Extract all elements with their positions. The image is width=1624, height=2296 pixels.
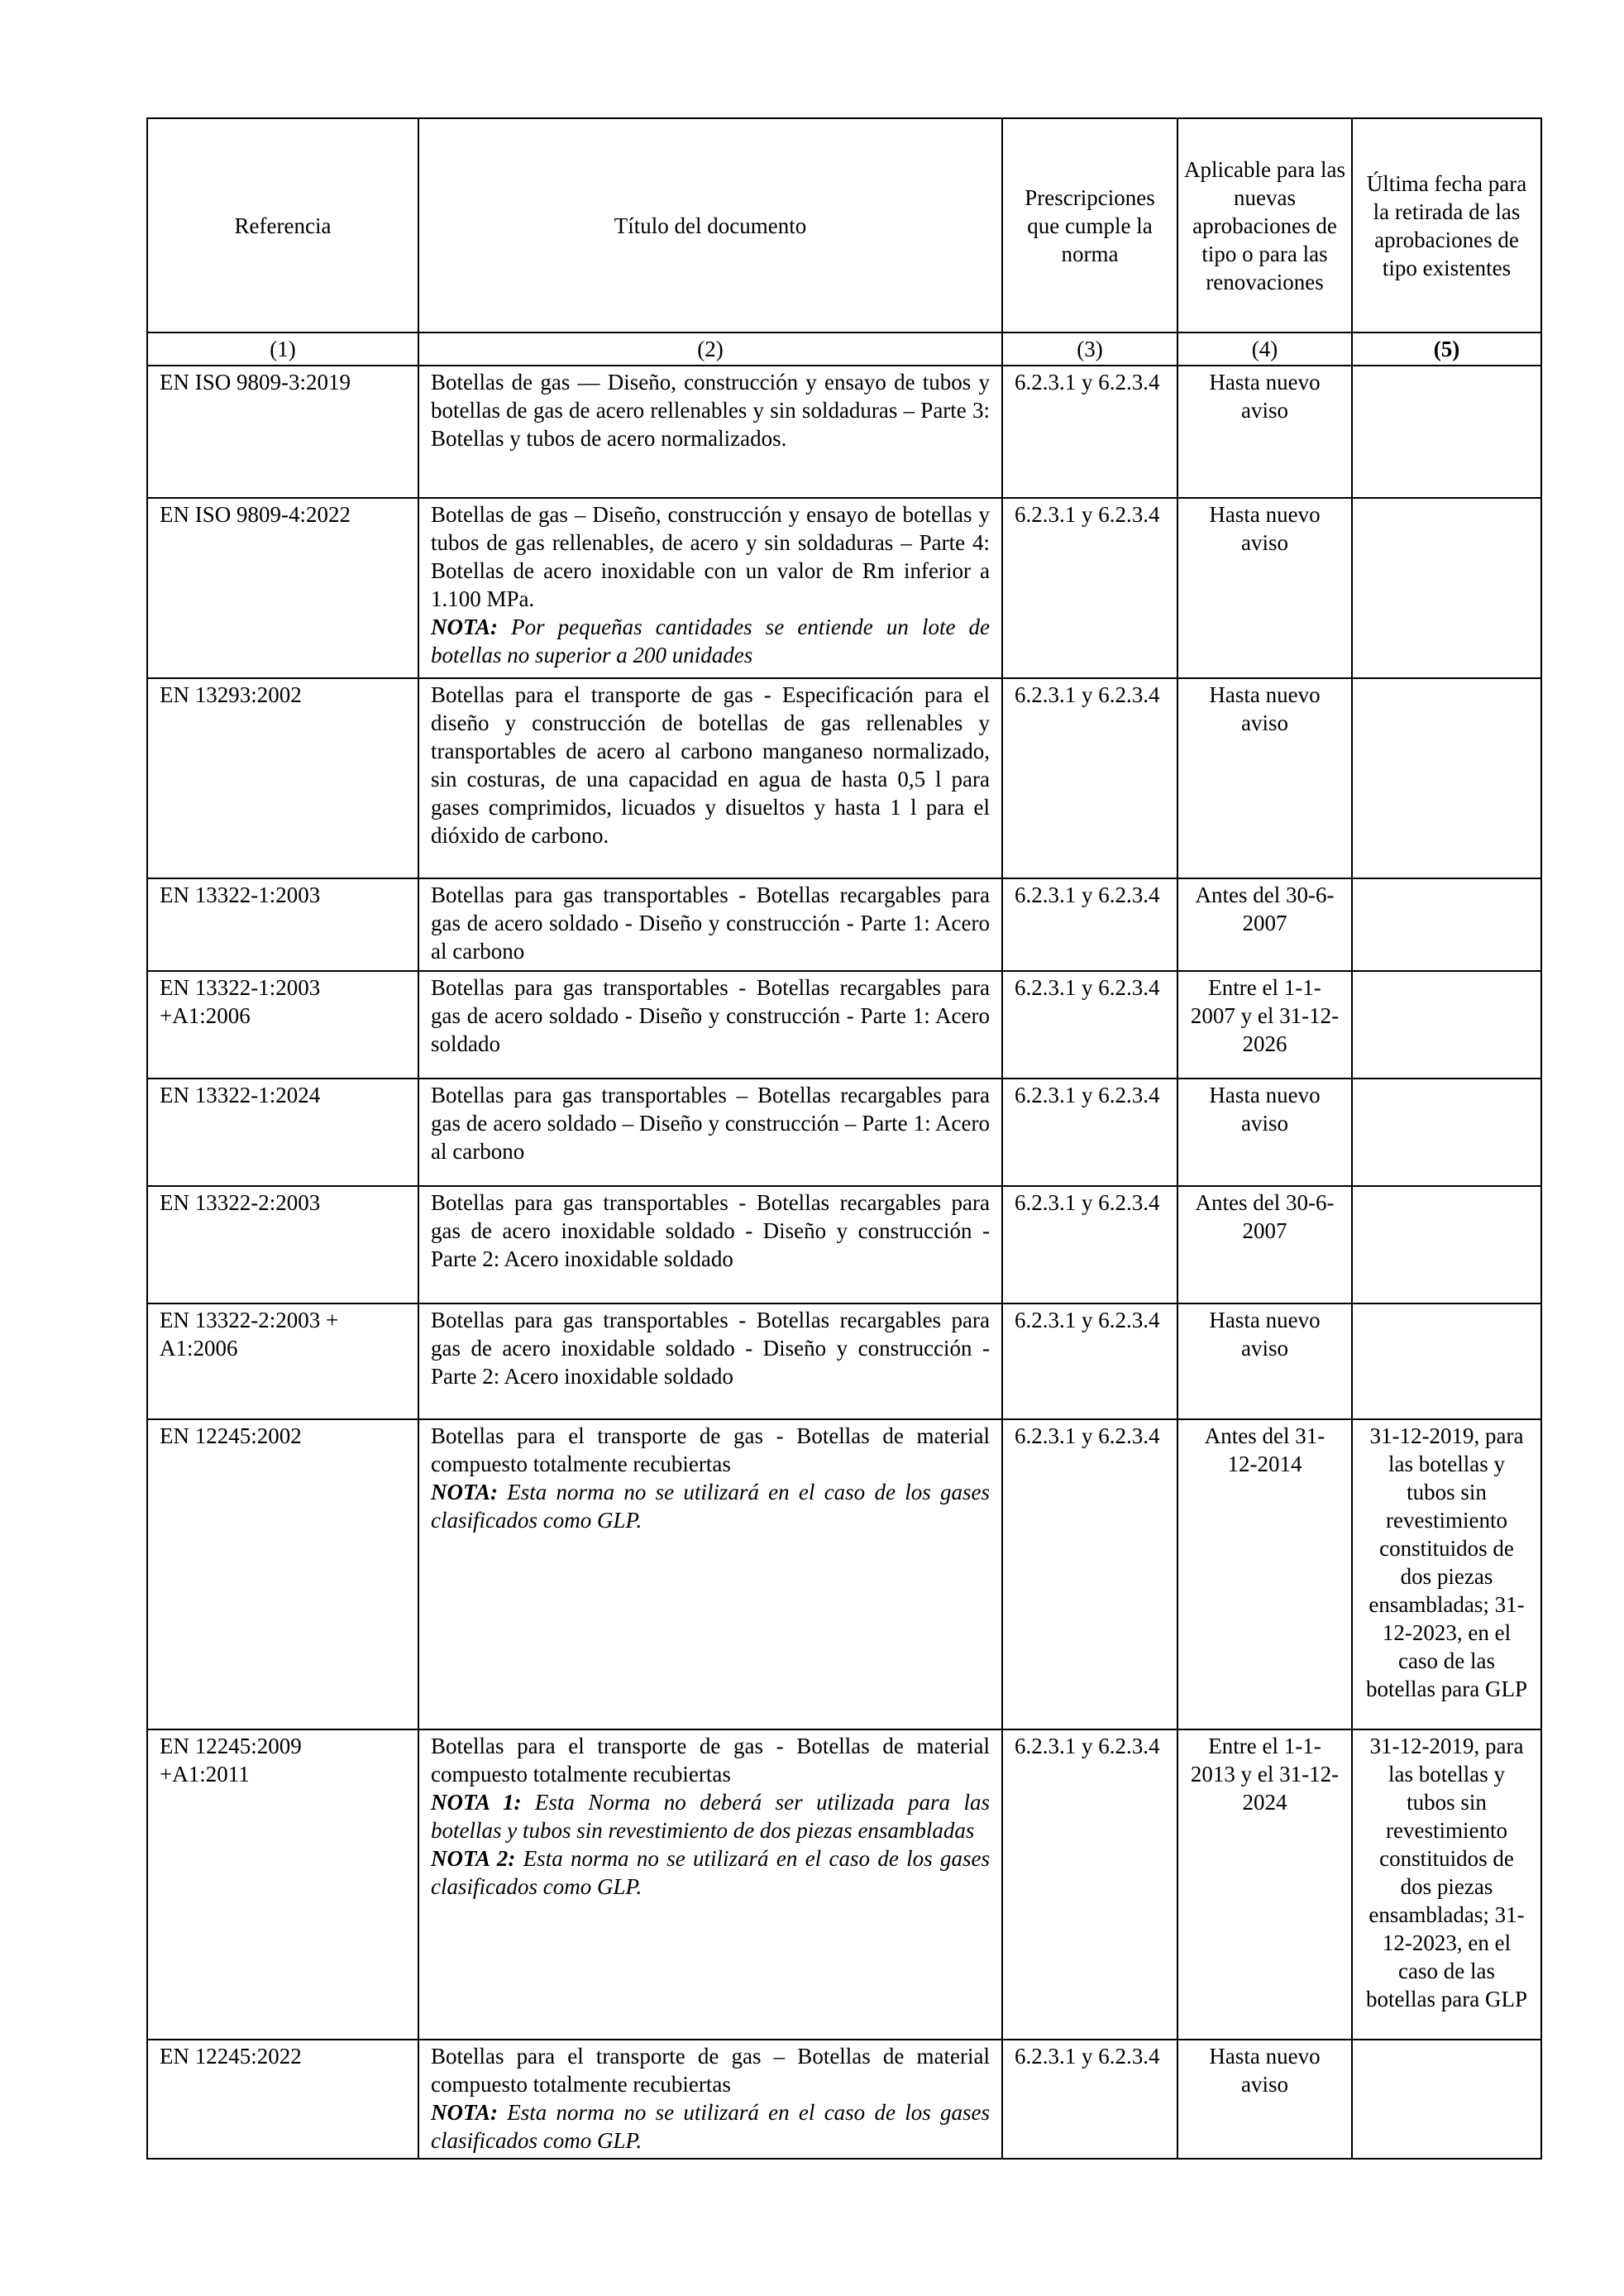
reference-text: EN 13322-1:2024 — [160, 1083, 321, 1107]
applicable-cell: Hasta nuevo aviso — [1177, 2040, 1352, 2159]
document-title-text: Botellas para gas transportables – Botellas recargables para gas de acero soldado – Diseño y construcción – Parte 1: Acero al carbono — [431, 1083, 990, 1164]
reference-cell — [147, 1729, 418, 2040]
column-number: (5) — [1352, 332, 1541, 366]
note-text — [431, 1478, 990, 1534]
note-body: Esta Norma no deberá ser utilizada para las botellas y tubos sin revestimiento de dos piezas ensambladas — [431, 1790, 990, 1843]
note-label: NOTA 2: — [431, 1846, 516, 1871]
reference-cell — [147, 1186, 418, 1303]
reference-text: EN 12245:2022 — [160, 2044, 302, 2069]
applicable-cell: Hasta nuevo aviso — [1177, 678, 1352, 878]
reference-cell — [147, 498, 418, 678]
requirements-cell: 6.2.3.1 y 6.2.3.4 — [1002, 678, 1177, 878]
reference-text: EN 13293:2002 — [160, 682, 302, 707]
applicable-cell: Antes del 31-12-2014 — [1177, 1419, 1352, 1729]
withdrawal-date-cell — [1352, 878, 1541, 971]
reference-cell — [147, 1079, 418, 1186]
reference-text: +A1:2006 — [160, 1003, 251, 1028]
requirements-cell: 6.2.3.1 y 6.2.3.4 — [1002, 1186, 1177, 1303]
document-title-text: Botellas para el transporte de gas - Botellas de material compuesto totalmente recubiertas — [431, 1423, 990, 1476]
reference-cell — [147, 1419, 418, 1729]
reference-text: EN 13322-2:2003 + — [160, 1308, 339, 1332]
requirements-cell: 6.2.3.1 y 6.2.3.4 — [1002, 1079, 1177, 1186]
reference-cell — [147, 678, 418, 878]
header-row — [147, 118, 1541, 332]
reference-text: EN ISO 9809-4:2022 — [160, 502, 351, 527]
reference-cell — [147, 971, 418, 1079]
applicable-cell: Hasta nuevo aviso — [1177, 1303, 1352, 1419]
document-title-text: Botellas para gas transportables - Botellas recargables para gas de acero inoxidable soldado - Diseño y construcción - Parte 2: Acero inoxidable soldado — [431, 1308, 990, 1389]
document-title-text: Botellas para el transporte de gas - Botellas de material compuesto totalmente recubiertas — [431, 1734, 990, 1787]
withdrawal-date-cell — [1352, 971, 1541, 1079]
table-row — [147, 1729, 1541, 2040]
applicable-cell: Hasta nuevo aviso — [1177, 498, 1352, 678]
note-text — [431, 1788, 990, 1844]
table-row — [147, 1419, 1541, 1729]
reference-text: +A1:2011 — [160, 1762, 250, 1787]
requirements-cell: 6.2.3.1 y 6.2.3.4 — [1002, 971, 1177, 1079]
document-title-text: Botellas de gas — Diseño, construcción y ensayo de tubos y botellas de gas de acero rellenables y sin soldaduras – Parte 3: Botellas y tubos de acero normalizados. — [431, 370, 990, 451]
document-title-cell — [418, 366, 1002, 498]
note-label: NOTA 1: — [431, 1790, 522, 1815]
applicable-cell: Hasta nuevo aviso — [1177, 1079, 1352, 1186]
table-row — [147, 498, 1541, 678]
note-body: Esta norma no se utilizará en el caso de los gases clasificados como GLP. — [431, 1846, 990, 1899]
document-title-cell — [418, 1419, 1002, 1729]
document-title-cell — [418, 498, 1002, 678]
document-title-cell — [418, 1729, 1002, 2040]
applicable-cell: Entre el 1-1-2007 y el 31-12-2026 — [1177, 971, 1352, 1079]
document-title-cell — [418, 1079, 1002, 1186]
reference-text: EN 13322-2:2003 — [160, 1190, 321, 1215]
applicable-cell: Hasta nuevo aviso — [1177, 366, 1352, 498]
document-title-text: Botellas para gas transportables - Botellas recargables para gas de acero soldado - Diseño y construcción - Parte 1: Acero al carbono — [431, 883, 990, 964]
document-title-text: Botellas para gas transportables - Botellas recargables para gas de acero soldado - Diseño y construcción - Parte 1: Acero soldado — [431, 975, 990, 1056]
standards-table — [146, 117, 1542, 2160]
applicable-cell: Antes del 30-6-2007 — [1177, 878, 1352, 971]
document-title-cell — [418, 1303, 1002, 1419]
document-title-cell — [418, 1186, 1002, 1303]
note-label: NOTA: — [431, 615, 498, 639]
document-title-cell — [418, 2040, 1002, 2159]
document-title-cell — [418, 678, 1002, 878]
withdrawal-date-cell: 31-12-2019, para las botellas y tubos sin revestimiento constituidos de dos piezas ensambladas; 31-12-2023, en el caso de las botellas para GLP — [1352, 1729, 1541, 2040]
withdrawal-date-cell — [1352, 2040, 1541, 2159]
withdrawal-date-cell — [1352, 678, 1541, 878]
document-title-cell — [418, 971, 1002, 1079]
table-row — [147, 2040, 1541, 2159]
requirements-cell: 6.2.3.1 y 6.2.3.4 — [1002, 498, 1177, 678]
column-number: (2) — [418, 332, 1002, 366]
column-number: (1) — [147, 332, 418, 366]
table-row — [147, 678, 1541, 878]
note-text — [431, 1844, 990, 1901]
reference-text: EN 13322-1:2003 — [160, 975, 321, 1000]
note-text — [431, 2098, 990, 2155]
header-document-title: Título del documento — [418, 118, 1002, 332]
note-label: NOTA: — [431, 2100, 498, 2125]
note-body: Esta norma no se utilizará en el caso de los gases clasificados como GLP. — [431, 2100, 990, 2153]
column-number: (4) — [1177, 332, 1352, 366]
reference-cell — [147, 366, 418, 498]
header-withdrawal-date: Última fecha para la retirada de las aprobaciones de tipo existentes — [1352, 118, 1541, 332]
table-row — [147, 878, 1541, 971]
document-title-text: Botellas para gas transportables - Botellas recargables para gas de acero inoxidable soldado - Diseño y construcción - Parte 2: Acero inoxidable soldado — [431, 1190, 990, 1271]
withdrawal-date-cell — [1352, 1303, 1541, 1419]
note-body: Por pequeñas cantidades se entiende un lote de botellas no superior a 200 unidades — [431, 615, 990, 667]
requirements-cell: 6.2.3.1 y 6.2.3.4 — [1002, 1729, 1177, 2040]
reference-text: EN 13322-1:2003 — [160, 883, 321, 907]
table-row — [147, 1079, 1541, 1186]
document-title-cell — [418, 878, 1002, 971]
header-applicable: Aplicable para las nuevas aprobaciones de tipo o para las renovaciones — [1177, 118, 1352, 332]
reference-cell — [147, 2040, 418, 2159]
reference-text: EN ISO 9809-3:2019 — [160, 370, 351, 395]
reference-cell — [147, 1303, 418, 1419]
withdrawal-date-cell — [1352, 1186, 1541, 1303]
note-text — [431, 613, 990, 669]
note-label: NOTA: — [431, 1480, 498, 1504]
document-title-text: Botellas para el transporte de gas - Especificación para el diseño y construcción de botellas de gas rellenables y transportables de acero al carbono manganeso normalizado, sin costuras, de una capacidad en agua de hasta 0,5 l para gases comprimidos, licuados y disueltos y hasta 1 l para el dióxido de carbono. — [431, 682, 990, 848]
withdrawal-date-cell — [1352, 1079, 1541, 1186]
reference-text: EN 12245:2009 — [160, 1734, 302, 1758]
withdrawal-date-cell — [1352, 366, 1541, 498]
withdrawal-date-cell — [1352, 498, 1541, 678]
requirements-cell: 6.2.3.1 y 6.2.3.4 — [1002, 366, 1177, 498]
requirements-cell: 6.2.3.1 y 6.2.3.4 — [1002, 2040, 1177, 2159]
document-title-text: Botellas para el transporte de gas – Botellas de material compuesto totalmente recubiertas — [431, 2044, 990, 2097]
header-reference: Referencia — [147, 118, 418, 332]
document-title-text: Botellas de gas – Diseño, construcción y ensayo de botellas y tubos de gas rellenables, de acero y sin soldaduras – Parte 4: Botellas de acero inoxidable con un valor de Rm inferior a 1.100 MPa. — [431, 502, 990, 611]
column-number: (3) — [1002, 332, 1177, 366]
table-row — [147, 366, 1541, 498]
requirements-cell: 6.2.3.1 y 6.2.3.4 — [1002, 1303, 1177, 1419]
table-row — [147, 1303, 1541, 1419]
applicable-cell: Entre el 1-1-2013 y el 31-12-2024 — [1177, 1729, 1352, 2040]
header-requirements: Prescripciones que cumple la norma — [1002, 118, 1177, 332]
requirements-cell: 6.2.3.1 y 6.2.3.4 — [1002, 1419, 1177, 1729]
reference-text: EN 12245:2002 — [160, 1423, 302, 1448]
note-body: Esta norma no se utilizará en el caso de los gases clasificados como GLP. — [431, 1480, 990, 1533]
table-row — [147, 1186, 1541, 1303]
applicable-cell: Antes del 30-6-2007 — [1177, 1186, 1352, 1303]
requirements-cell: 6.2.3.1 y 6.2.3.4 — [1002, 878, 1177, 971]
reference-text: A1:2006 — [160, 1336, 238, 1361]
withdrawal-date-cell: 31-12-2019, para las botellas y tubos sin revestimiento constituidos de dos piezas ensambladas; 31-12-2023, en el caso de las botellas para GLP — [1352, 1419, 1541, 1729]
column-number-row — [147, 332, 1541, 366]
table-row — [147, 971, 1541, 1079]
reference-cell — [147, 878, 418, 971]
